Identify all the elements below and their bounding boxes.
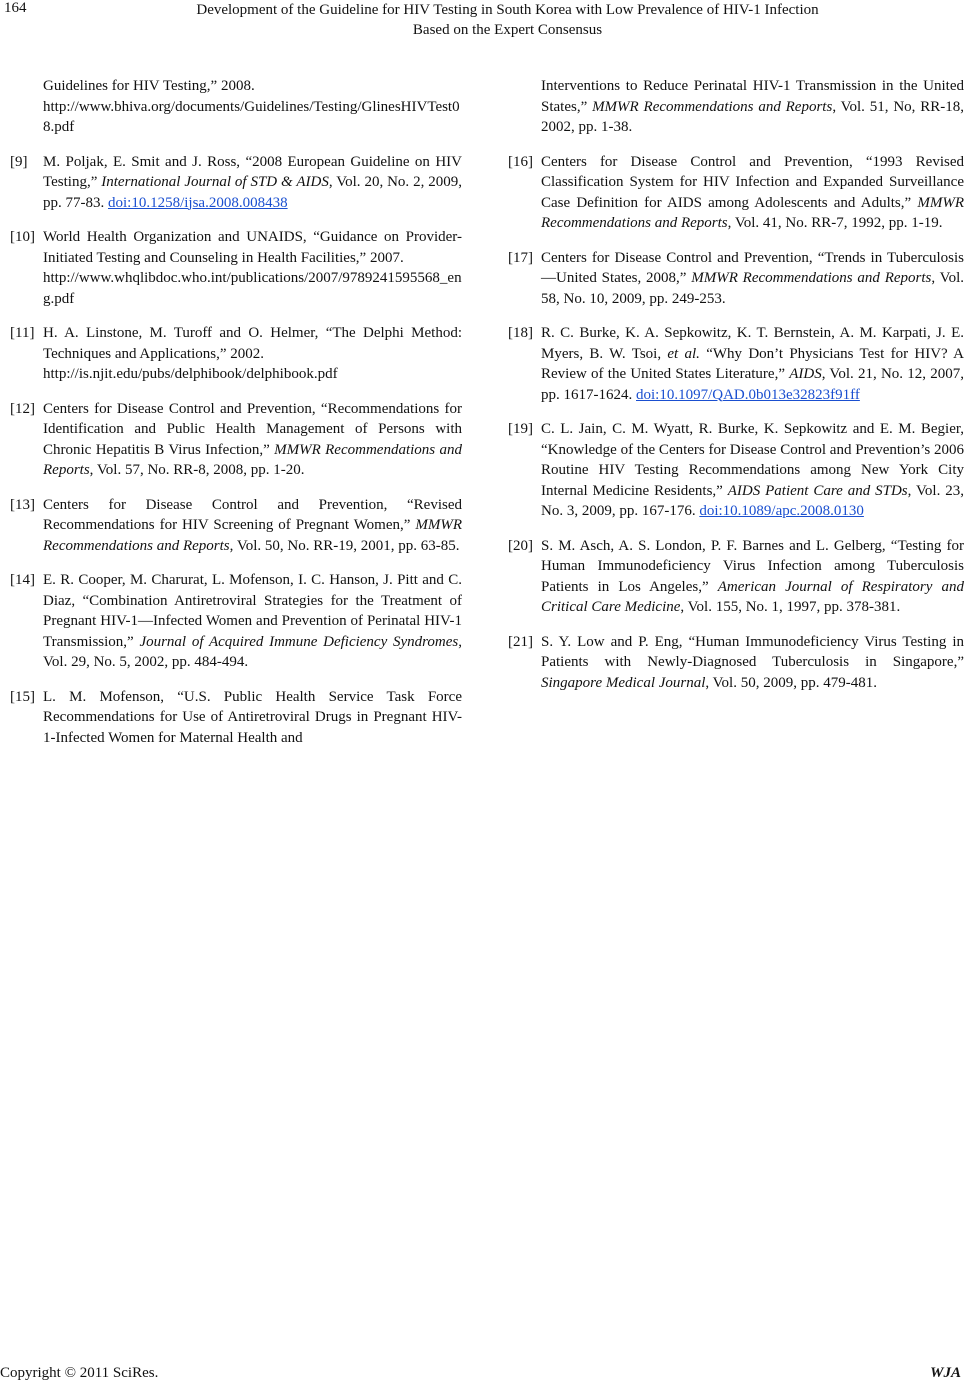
reference-number: [13]	[10, 496, 35, 513]
reference-segment: “Why Don’t Physicians Test for HIV? A Review of the United States Literature,”	[541, 345, 964, 382]
reference-journal-title: et al.	[667, 345, 700, 362]
reference-number: [9]	[10, 153, 28, 170]
reference-segment: , Vol. 29, No. 5, 2002, pp. 484-494.	[43, 633, 462, 670]
reference-text	[541, 536, 964, 618]
reference-entry	[508, 152, 964, 234]
page-number: 164	[4, 0, 27, 16]
reference-segment: , Vol. 51, No, RR-18, 2002, pp. 1-38.	[541, 98, 964, 135]
reference-text	[43, 227, 462, 309]
reference-text	[541, 419, 964, 522]
reference-text	[43, 323, 462, 385]
reference-entry	[43, 76, 462, 138]
reference-segment: E. R. Cooper, M. Charurat, L. Mofenson, I. C. Hanson, J. Pitt and C. Diaz, “Combination Antiretroviral Strategies for the Treatment of Pregnant HIV-1—Infected Women and Prevention of Perinatal HIV-1 Transmission,”	[43, 572, 462, 650]
reference-segment: , Vol. 50, 2009, pp. 479-481.	[705, 674, 877, 691]
reference-segment: , Vol. 58, No. 10, 2009, pp. 249-253.	[541, 270, 964, 307]
reference-number: [19]	[508, 421, 533, 437]
reference-text	[43, 152, 462, 214]
reference-number: [20]	[508, 537, 533, 554]
reference-number: [16]	[508, 153, 533, 170]
journal-abbreviation: WJA	[930, 1365, 961, 1381]
reference-journal-title: MMWR Recommendations and Reports	[43, 441, 462, 478]
reference-journal-title: AIDS Patient Care and STDs	[727, 482, 908, 499]
reference-segment: , Vol. 20, No. 2, 2009, pp. 77-83.	[43, 174, 462, 211]
reference-segment: C. L. Jain, C. M. Wyatt, R. Burke, K. Sepkowitz and E. M. Begier, “Knowledge of the Centers for Disease Control and Prevention’s 2006 Routine HIV Testing Recommendations among New York City Internal Medicine Residents,”	[541, 421, 964, 499]
running-title-line-2: Based on the Expert Consensus	[412, 22, 603, 38]
reference-text	[541, 76, 964, 138]
reference-journal-title: MMWR Recommendations and Reports	[541, 194, 964, 231]
reference-entry	[508, 419, 964, 522]
reference-url: http://www.bhiva.org/documents/Guidelines/Testing/GlinesHIVTest08.pdf	[43, 98, 460, 135]
reference-segment: H. A. Linstone, M. Turoff and O. Helmer, “The Delphi Method: Techniques and Applications,” 2002.	[43, 325, 462, 362]
reference-text	[541, 323, 964, 405]
reference-journal-title: AIDS	[789, 366, 822, 382]
copyright-notice: Copyright © 2011 SciRes.	[0, 1365, 159, 1381]
reference-number: [11]	[10, 325, 35, 341]
reference-entry	[10, 227, 462, 309]
reference-segment: , Vol. 23, No. 3, 2009, pp. 167-176.	[541, 482, 964, 519]
reference-number: [12]	[10, 400, 35, 417]
reference-journal-title: American Journal of Respiratory and Critical Care Medicine	[541, 578, 964, 615]
reference-number: [21]	[508, 633, 533, 650]
reference-number: [10]	[10, 229, 35, 245]
reference-text	[43, 76, 462, 138]
reference-text	[541, 248, 964, 310]
reference-segment: L. M. Mofenson, “U.S. Public Health Service Task Force Recommendations for Use of Antiretroviral Drugs in Pregnant HIV-1-Infected Women for Maternal Health and	[43, 688, 462, 746]
reference-entry	[508, 323, 964, 405]
running-title-line-1: Development of the Guideline for HIV Testing in South Korea with Low Prevalence of HIV-1 Infection	[196, 2, 819, 18]
reference-segment: M. Poljak, E. Smit and J. Ross, “2008 European Guideline on HIV Testing,”	[43, 153, 462, 190]
reference-entry	[10, 687, 462, 749]
reference-number: [18]	[508, 325, 533, 341]
reference-number: [17]	[508, 249, 533, 266]
reference-text	[43, 687, 462, 749]
doi-link[interactable]: doi:10.1089/apc.2008.0130	[699, 503, 864, 519]
reference-segment: Centers for Disease Control and Prevention, “Trends in Tuberculosis—United States, 2008,”	[541, 249, 964, 286]
reference-text	[541, 632, 964, 694]
reference-text	[541, 152, 964, 234]
reference-segment: Centers for Disease Control and Prevention, “1993 Revised Classification System for HIV Infection and Expanded Surveillance Case Definition for AIDS among Adolescents and Adults,”	[541, 153, 964, 211]
reference-entry	[541, 76, 964, 138]
reference-segment: S. Y. Low and P. Eng, “Human Immunodeficiency Virus Testing in Patients with Newly-Diagnosed Tuberculosis in Singapore,”	[541, 633, 964, 670]
reference-segment: Interventions to Reduce Perinatal HIV-1 Transmission in the United States,”	[541, 78, 964, 115]
reference-journal-title: International Journal of STD & AIDS	[101, 174, 329, 190]
running-title	[60, 0, 955, 40]
reference-journal-title: Journal of Acquired Immune Deficiency Syndromes	[139, 633, 459, 650]
reference-segment: , Vol. 57, No. RR-8, 2008, pp. 1-20.	[89, 462, 305, 478]
reference-entry	[508, 536, 964, 618]
reference-entry	[10, 495, 462, 557]
reference-segment: Guidelines for HIV Testing,” 2008.	[43, 78, 255, 94]
reference-entry	[508, 248, 964, 310]
reference-journal-title: MMWR Recommendations and Reports	[691, 270, 932, 286]
reference-text	[43, 399, 462, 481]
reference-segment: S. M. Asch, A. S. London, P. F. Barnes and L. Gelberg, “Testing for Human Immunodeficiency Virus Infection among Tuberculosis Patients in Los Angeles,”	[541, 537, 964, 595]
reference-entry	[10, 570, 462, 673]
reference-journal-title: MMWR Recommendations and Reports	[43, 517, 462, 554]
reference-text	[43, 495, 462, 557]
reference-segment: , Vol. 155, No. 1, 1997, pp. 378-381.	[680, 599, 901, 615]
doi-link[interactable]: doi:10.1258/ijsa.2008.008438	[108, 194, 288, 211]
reference-column-left	[10, 76, 462, 762]
reference-entry	[10, 323, 462, 385]
reference-segment: , Vol. 21, No. 12, 2007, pp. 1617-1624.	[541, 366, 964, 403]
reference-journal-title: Singapore Medical Journal	[541, 674, 706, 691]
reference-segment: Centers for Disease Control and Prevention, “Revised Recommendations for HIV Screening of Pregnant Women,”	[43, 496, 462, 533]
reference-entry	[10, 152, 462, 214]
reference-entry	[10, 399, 462, 481]
reference-entry	[508, 632, 964, 694]
reference-number: [15]	[10, 688, 35, 705]
reference-segment: Centers for Disease Control and Prevention, “Recommendations for Identification and Public Health Management of Persons with Chronic Hepatitis B Virus Infection,”	[43, 400, 462, 458]
reference-segment: World Health Organization and UNAIDS, “Guidance on Provider-Initiated Testing and Counseling in Health Facilities,” 2007.	[43, 229, 462, 266]
reference-journal-title: MMWR Recommendations and Reports	[592, 98, 833, 115]
reference-segment: R. C. Burke, K. A. Sepkowitz, K. T. Bernstein, A. M. Karpati, J. E. Myers, B. W. Tsoi,	[541, 325, 964, 362]
reference-text	[43, 570, 462, 673]
doi-link[interactable]: doi:10.1097/QAD.0b013e32823f91ff	[636, 386, 860, 403]
reference-column-right	[508, 76, 964, 707]
reference-url: http://www.whqlibdoc.who.int/publications/2007/9789241595568_eng.pdf	[43, 270, 462, 307]
reference-number: [14]	[10, 572, 35, 588]
reference-segment: , Vol. 50, No. RR-19, 2001, pp. 63-85.	[229, 537, 460, 554]
reference-url: http://is.njit.edu/pubs/delphibook/delphibook.pdf	[43, 366, 338, 382]
reference-segment: , Vol. 41, No. RR-7, 1992, pp. 1-19.	[727, 215, 943, 231]
